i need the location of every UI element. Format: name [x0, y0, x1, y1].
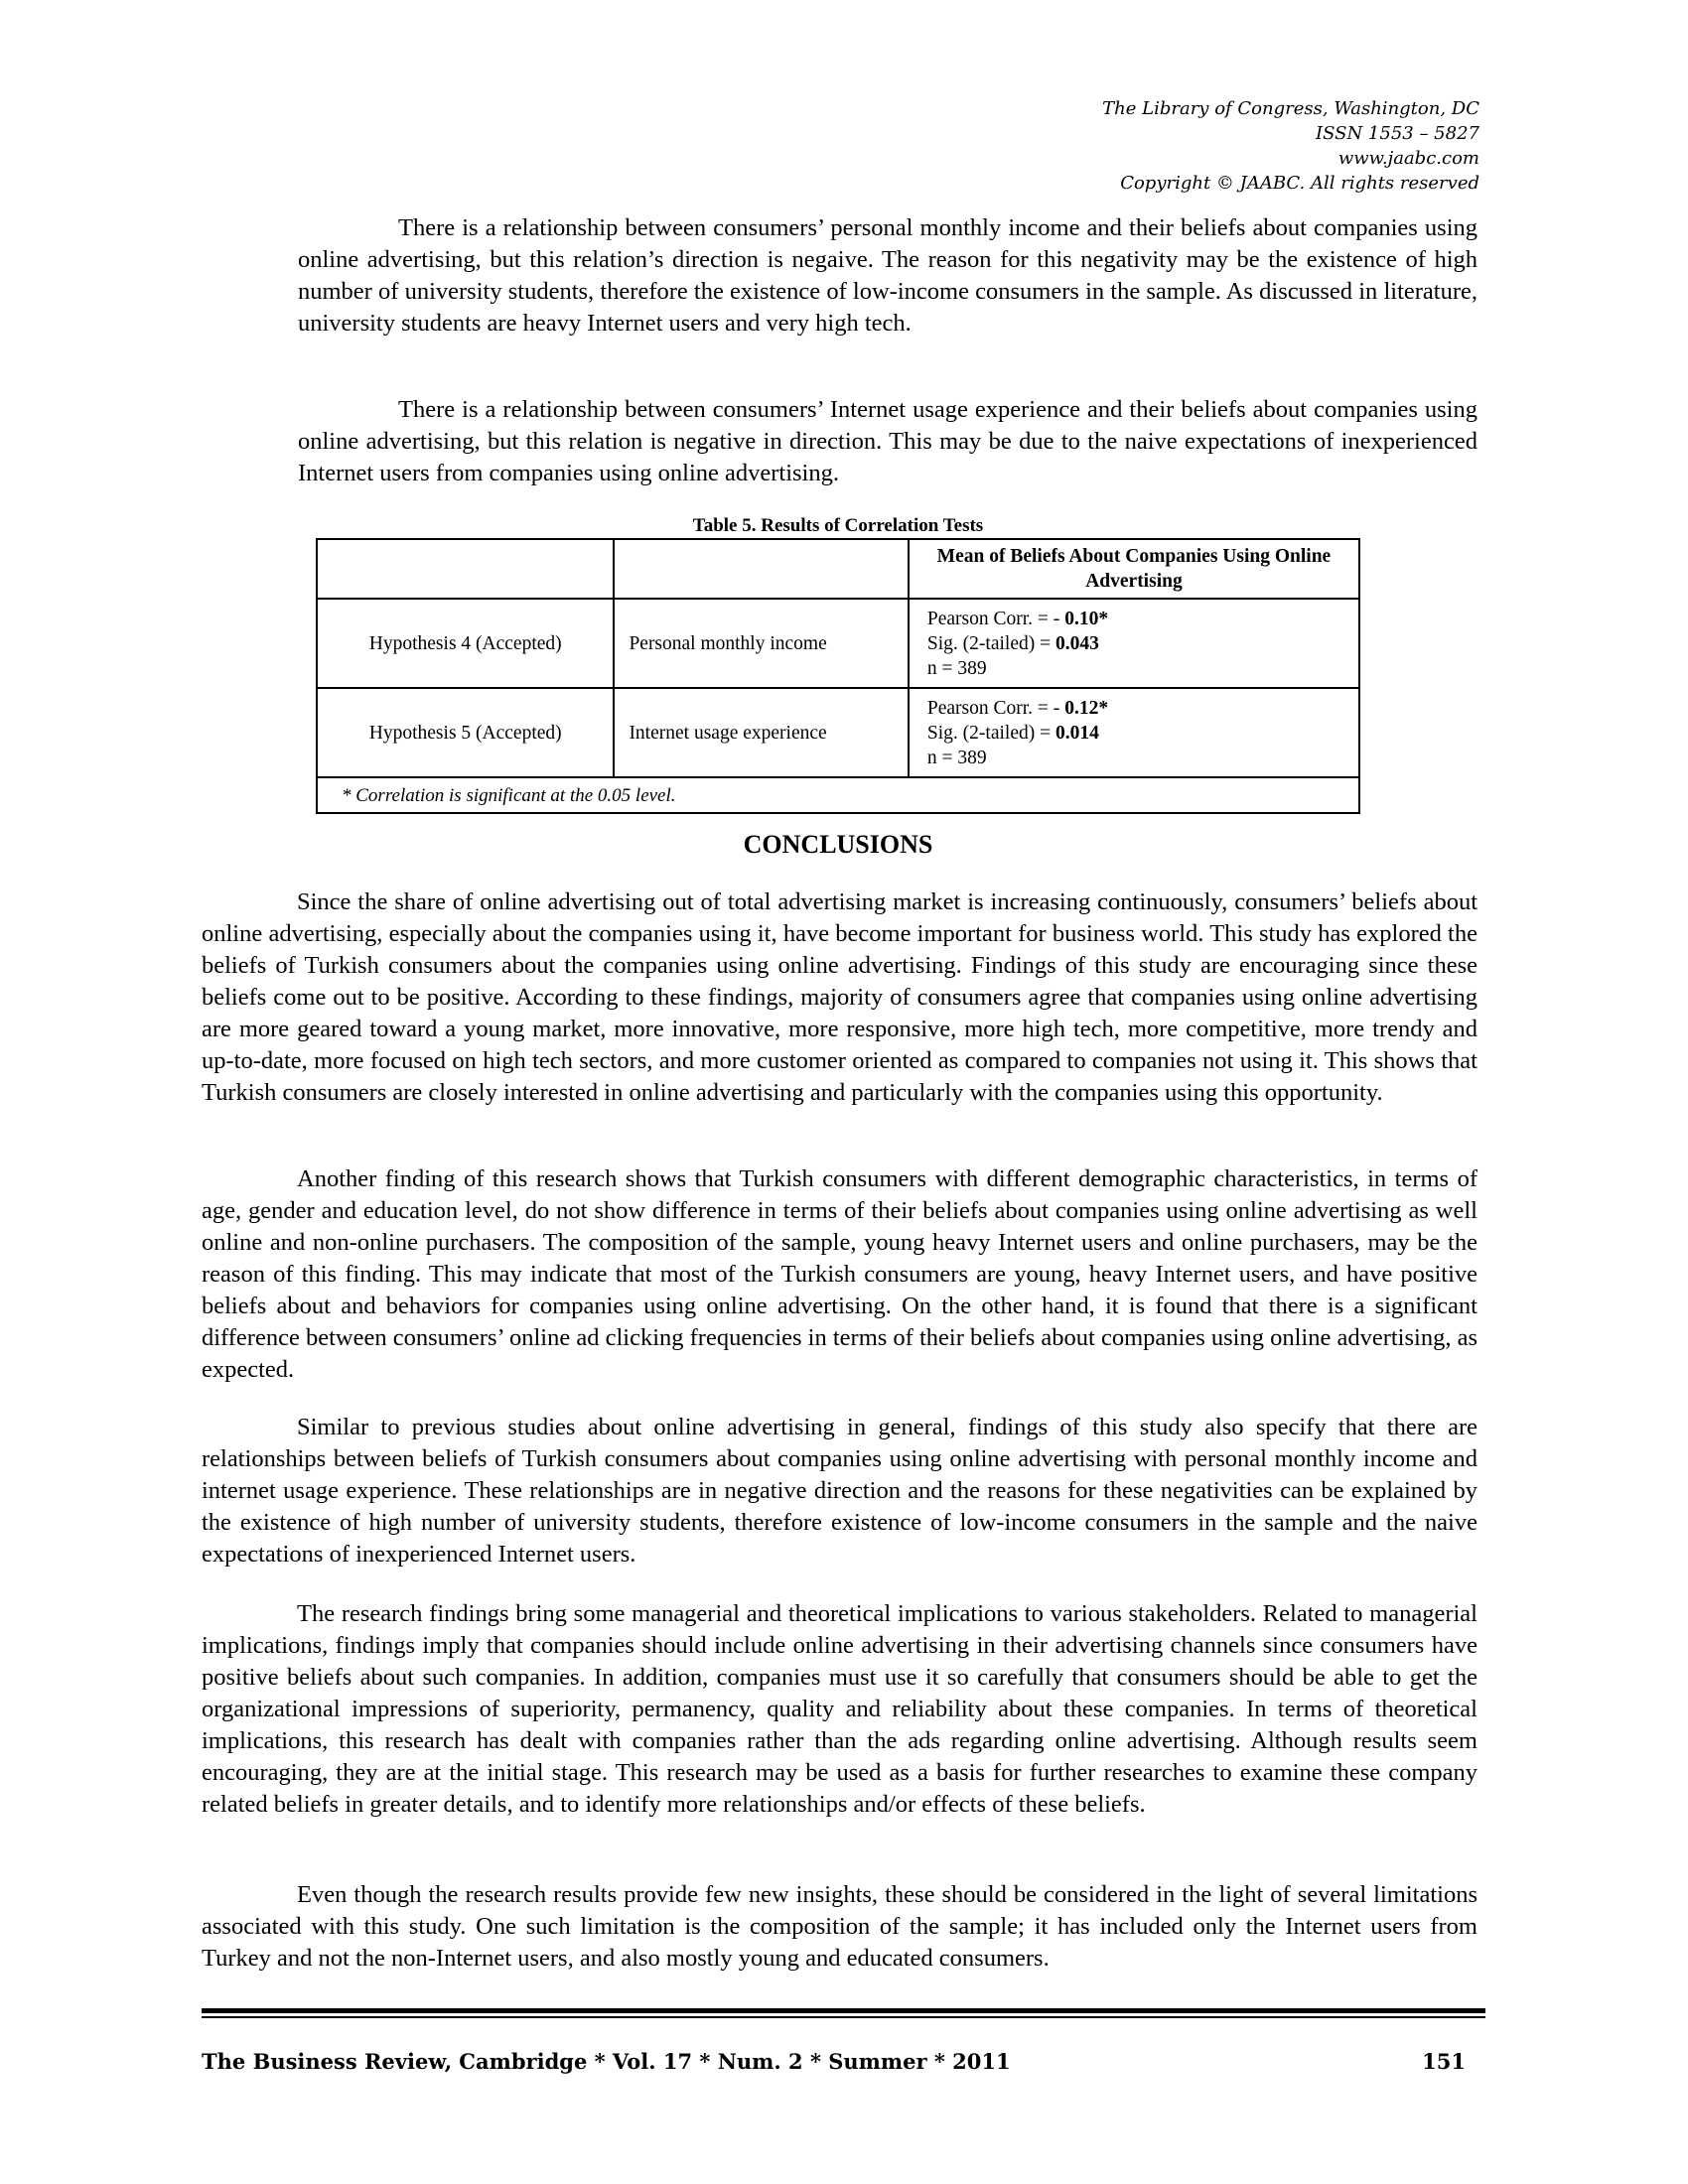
header-library: The Library of Congress, Washington, DC	[1102, 98, 1479, 119]
paragraph-internet-experience: There is a relationship between consumers’ Internet usage experience and their beliefs about companies using online advertising, but this relation is negative in direction. This may be due to the naive expectations of inexperienced Internet users from companies using online advertising.	[298, 396, 1477, 486]
conclusion-paragraph: Since the share of online advertising out of total advertising market is increasing continuously, consumers’ beliefs about online advertising, especially about the companies using it, have become important for business world. This study has explored the beliefs of Turkish consumers about the companies using online advertising. Findings of this study are encouraging since these beliefs come out to be positive. According to these findings, majority of consumers agree that companies using online advertising are more geared toward a young market, more innovative, more responsive, more high tech, more competitive, more trendy and up-to-date, more focused on high tech sectors, and more customer oriented as compared to companies not using it. This shows that Turkish consumers are closely interested in online advertising and particularly with the companies using this opportunity.	[202, 888, 1477, 1106]
pearson-line	[927, 607, 1358, 631]
sig-label: Sig. (2-tailed) =	[926, 722, 1055, 744]
table-caption: Table 5. Results of Correlation Tests	[692, 515, 984, 536]
footer-rule	[202, 2016, 1485, 2018]
column-header: Mean of Beliefs About Companies Using Online Advertising	[909, 539, 1359, 599]
table-header-row	[317, 539, 1359, 599]
section-title: CONCLUSIONS	[743, 830, 933, 859]
conclusion-paragraph: Even though the research results provide few new insights, these should be considered in the light of several limitations associated with this study. One such limitation is the composition of the sample; it has included only the Internet users from Turkey and not the non-Internet users, and also mostly young and educated consumers.	[202, 1881, 1477, 1972]
conclusion-paragraph: Similar to previous studies about online advertising in general, findings of this study also specify that there are relationships between beliefs of Turkish consumers about companies using online advertising with personal monthly income and internet usage experience. These relationships are in negative direction and the reasons for these negativities can be explained by the existence of high number of university students, therefore existence of low-income consumers in the sample and the naive expectations of inexperienced Internet users.	[202, 1414, 1477, 1568]
sig-value: 0.043	[1055, 632, 1099, 654]
conclusion-paragraph: The research findings bring some managerial and theoretical implications to various stakeholders. Related to managerial implications, findings imply that companies should include online advertising in their advertising channels since consumers have positive beliefs about such companies. In addition, companies must use it so carefully that consumers should be able to get the organizational impressions of superiority, permanency, quality and reliability about these companies. In terms of theoretical implications, this research has dealt with companies rather than the ads regarding online advertising. Although results seem encouraging, they are at the initial stage. This research may be used as a basis for further researches to examine these company related beliefs in greater details, and to identify more relationships and/or effects of these beliefs.	[202, 1600, 1477, 1818]
sig-line	[927, 721, 1358, 746]
page-footer	[202, 2049, 1485, 2075]
empty-header-cell	[614, 539, 908, 599]
sig-label: Sig. (2-tailed) =	[926, 632, 1055, 654]
table-footnote: * Correlation is significant at the 0.05 level.	[317, 777, 1359, 813]
running-header	[1102, 96, 1479, 196]
statistics-cell	[909, 688, 1359, 777]
page-number: 151	[1422, 2049, 1466, 2074]
table-row	[317, 688, 1359, 777]
correlation-table	[316, 538, 1360, 814]
sample-size: n = 389	[926, 657, 987, 679]
variable-cell: Internet usage experience	[614, 688, 908, 777]
table-note-row	[317, 777, 1359, 813]
paragraph-income-relationship: There is a relationship between consumers’ personal monthly income and their beliefs about companies using online advertising, but this relation’s direction is negaive. The reason for this negativity may be the existence of high number of university students, therefore the existence of low-income consumers in the sample. As discussed in literature, university students are heavy Internet users and very high tech.	[298, 214, 1477, 337]
variable-cell: Personal monthly income	[614, 599, 908, 688]
footer-rule	[202, 2008, 1485, 2013]
statistics-cell	[909, 599, 1359, 688]
hypothesis-cell: Hypothesis 4 (Accepted)	[317, 599, 614, 688]
empty-header-cell	[317, 539, 614, 599]
pearson-value: 0.12*	[1064, 697, 1109, 719]
header-copyright: Copyright © JAABC. All rights reserved	[1120, 173, 1479, 194]
sig-value: 0.014	[1055, 722, 1099, 744]
sample-size: n = 389	[926, 747, 987, 768]
pearson-line	[927, 696, 1358, 721]
journal-citation: The Business Review, Cambridge * Vol. 17 * Num. 2 * Summer * 2011	[202, 2049, 1011, 2074]
pearson-value: 0.10*	[1064, 608, 1109, 629]
pearson-label: Pearson Corr. = -	[926, 697, 1065, 719]
header-website: www.jaabc.com	[1337, 148, 1479, 169]
pearson-label: Pearson Corr. = -	[926, 608, 1065, 629]
conclusion-paragraph: Another finding of this research shows that Turkish consumers with different demographic characteristics, in terms of age, gender and education level, do not show difference in terms of their beliefs about companies using online advertising as well online and non-online purchasers. The composition of the sample, young heavy Internet users and online purchasers, may be the reason of this finding. This may indicate that most of the Turkish consumers are young, heavy Internet users, and have positive beliefs about and behaviors for companies using online advertising. On the other hand, it is found that there is a significant difference between consumers’ online ad clicking frequencies in terms of their beliefs about companies using online advertising, as expected.	[202, 1165, 1477, 1383]
hypothesis-cell: Hypothesis 5 (Accepted)	[317, 688, 614, 777]
header-issn: ISSN 1553 – 5827	[1316, 123, 1479, 144]
table-row	[317, 599, 1359, 688]
sig-line	[927, 631, 1358, 656]
